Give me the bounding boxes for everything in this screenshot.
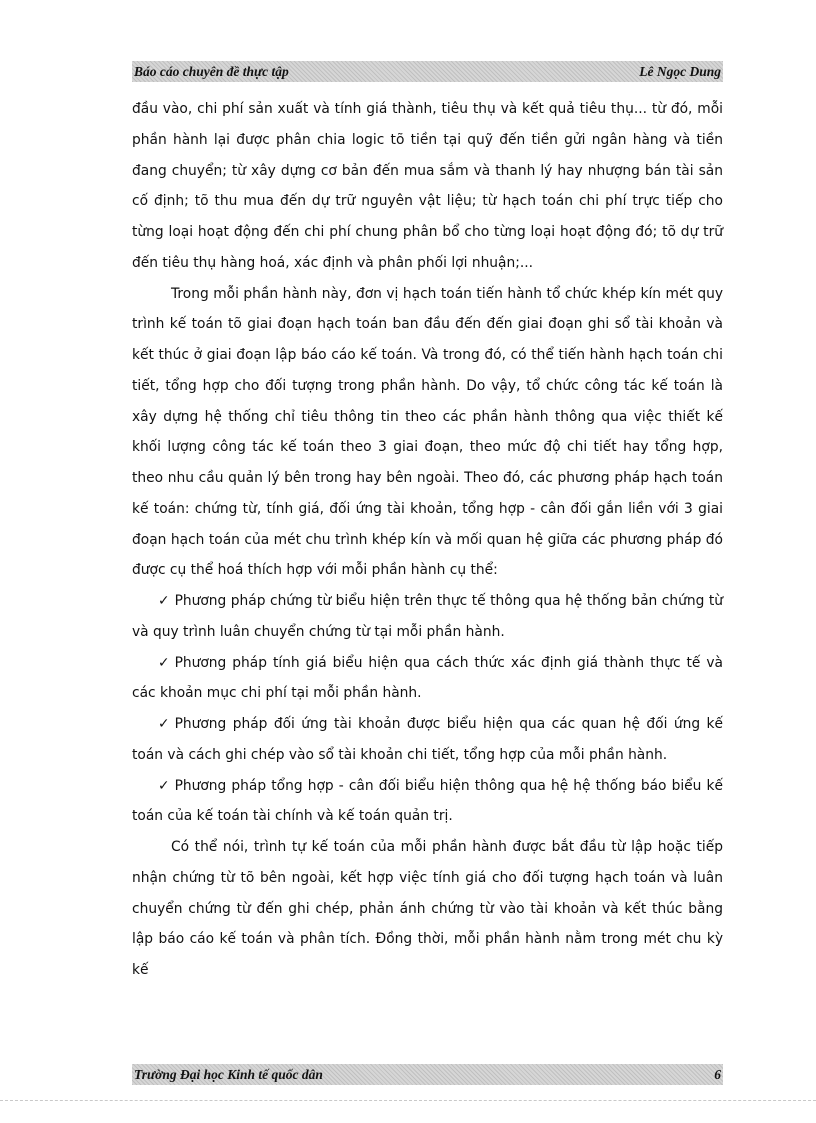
- document-body: [132, 94, 723, 986]
- page-header: [132, 61, 723, 82]
- page-number: 6: [714, 1066, 721, 1082]
- bullet-item: [132, 586, 723, 648]
- page-break-divider: [0, 1100, 816, 1101]
- checkmark-icon: ✓: [158, 654, 170, 671]
- bullet-item: [132, 648, 723, 710]
- paragraph-continuation: đầu vào, chi phí sản xuất và tính giá thành, tiêu thụ và kết quả tiêu thụ... từ đó, mỗi phần hành lại được phân chia logic tõ tiền tại quỹ đến tiền gửi ngân hàng và tiền đang chuyển; từ xây dựng cơ bản đến mua sắm và thanh lý hay nhượng bán tài sản cố định; tõ thu mua đến dự trữ nguyên vật liệu; từ hạch toán chi phí trực tiếp cho từng loại hoạt động đến chi phí chung phân bổ cho từng loại hoạt động đó; tõ dự trữ đến tiêu thụ hàng hoá, xác định và phân phối lợi nhuận;...: [132, 101, 723, 271]
- bullet-text: Phương pháp chứng từ biểu hiện trên thực tế thông qua hệ thống bản chứng từ và quy trình luân chuyển chứng từ tại mỗi phần hành.: [132, 593, 723, 640]
- bullet-item: [132, 709, 723, 771]
- bullet-item: [132, 771, 723, 833]
- footer-institution: Trường Đại học Kinh tế quốc dân: [134, 1066, 323, 1082]
- page-footer: [132, 1064, 723, 1085]
- paragraph: Có thể nói, trình tự kế toán của mỗi phần hành được bắt đầu từ lập hoặc tiếp nhận chứng từ tõ bên ngoài, kết hợp việc tính giá cho đối tượng hạch toán và luân chuyển chứng từ đến ghi chép, phản ánh chứng từ vào tài khoản và kết thúc bằng lập báo cáo kế toán và phân tích. Đồng thời, mỗi phần hành nằm trong mét chu kỳ kế: [132, 839, 723, 978]
- checkmark-icon: ✓: [158, 593, 170, 609]
- bullet-text: Phương pháp đối ứng tài khoản được biểu hiện qua các quan hệ đối ứng kế toán và cách ghi chép vào sổ tài khoản chi tiết, tổng hợp của mỗi phần hành.: [132, 716, 723, 763]
- checkmark-icon: ✓: [158, 777, 170, 794]
- bullet-text: Phương pháp tổng hợp - cân đối biểu hiện thông qua hệ hệ thống báo biểu kế toán của kế toán tài chính và kế toán quản trị.: [132, 777, 723, 825]
- header-author: Lê Ngọc Dung: [639, 63, 721, 79]
- checkmark-icon: ✓: [158, 716, 170, 732]
- header-title: Báo cáo chuyên đề thực tập: [134, 63, 289, 79]
- paragraph: Trong mỗi phần hành này, đơn vị hạch toán tiến hành tổ chức khép kín mét quy trình kế toán tõ giai đoạn hạch toán ban đầu đến đến giai đoạn ghi sổ tài khoản và kết thúc ở giai đoạn lập báo cáo kế toán. Và trong đó, có thể tiến hành hạch toán chi tiết, tổng hợp cho đối tượng trong phần hành. Do vậy, tổ chức công tác kế toán là xây dựng hệ thống chỉ tiêu thông tin theo các phần hành thông qua việc thiết kế khối lượng công tác kế toán theo 3 giai đoạn, theo mức độ chi tiết hay tổng hợp, theo nhu cầu quản lý bên trong hay bên ngoài. Theo đó, các phương pháp hạch toán kế toán: chứng từ, tính giá, đối ứng tài khoản, tổng hợp - cân đối gắn liền với 3 giai đoạn hạch toán của mét chu trình khép kín và mối quan hệ giữa các phương pháp đó được cụ thể hoá thích hợp với mỗi phần hành cụ thể:: [132, 285, 723, 579]
- bullet-text: Phương pháp tính giá biểu hiện qua cách thức xác định giá thành thực tế và các khoản mục chi phí tại mỗi phần hành.: [132, 654, 723, 702]
